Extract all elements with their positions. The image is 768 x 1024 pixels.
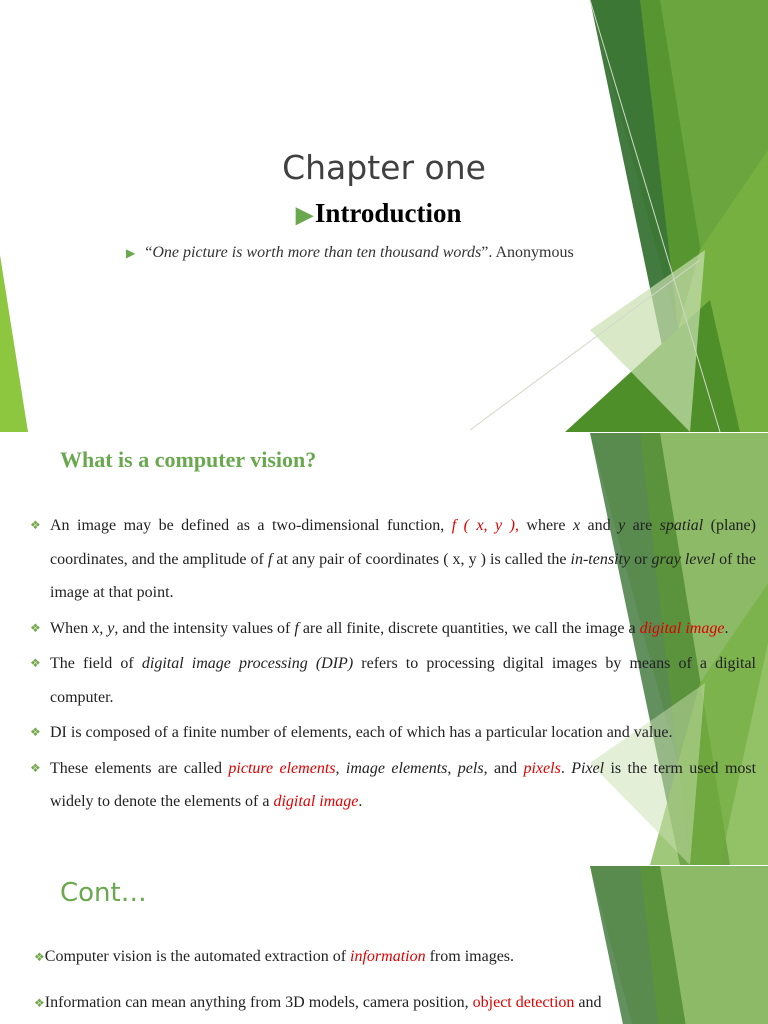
- list-item: ❖ These elements are called picture elements, image elements, pels, and pixels. Pixel is the term used most widely to denote the elements of a digital image.: [30, 752, 756, 819]
- diamond-bullet-icon: ❖: [30, 620, 41, 635]
- quote-open: “: [145, 244, 153, 261]
- list-item: ❖ The field of digital image processing (DIP) refers to processing digital images by means of a digital computer.: [30, 647, 756, 714]
- diamond-bullet-icon: ❖: [30, 656, 41, 670]
- list-item: ❖ When x, y, and the intensity values of f are all finite, discrete quantities, we call the image a digital image.: [30, 612, 756, 646]
- slide-title: Chapter one: [282, 148, 486, 187]
- slide-1: [0, 0, 768, 432]
- list-item: ❖ An image may be defined as a two-dimensional function, f ( x, y ), where x and y are spatial (plane) coordinates, and the amplitude of f at any pair of coordinates ( x, y ) is called the in-tensity or gray level of the image at that point.: [30, 509, 756, 610]
- slide-subtitle: [296, 198, 461, 229]
- list-item: ❖Computer vision is the automated extraction of information from images.: [34, 948, 515, 965]
- diamond-bullet-icon: ❖: [30, 760, 41, 775]
- slide-2: [0, 433, 768, 865]
- quote-line: [126, 244, 574, 262]
- triangle-bullet-icon: ▶: [296, 202, 313, 227]
- diamond-bullet-icon: ❖: [34, 950, 45, 964]
- diamond-bullet-icon: ❖: [34, 996, 45, 1010]
- triangle-bullet-icon: ▶: [126, 246, 136, 260]
- list-item: ❖ DI is composed of a finite number of elements, each of which has a particular location and value.: [30, 716, 756, 750]
- slide-heading: Cont…: [60, 878, 147, 908]
- slide-heading: What is a computer vision?: [60, 447, 317, 472]
- diamond-bullet-icon: ❖: [30, 725, 41, 739]
- subtitle-text: Introduction: [314, 198, 462, 228]
- slide-body: [34, 934, 742, 1024]
- slide-3: [0, 866, 768, 1024]
- quote-attribution: ”. Anonymous: [481, 244, 574, 261]
- diamond-bullet-icon: ❖: [30, 518, 41, 532]
- list-item: ❖Information can mean anything from 3D models, camera position, object detection and: [34, 994, 602, 1011]
- quote-text: One picture is worth more than ten thousand words: [152, 244, 482, 261]
- slide-body: [30, 509, 756, 821]
